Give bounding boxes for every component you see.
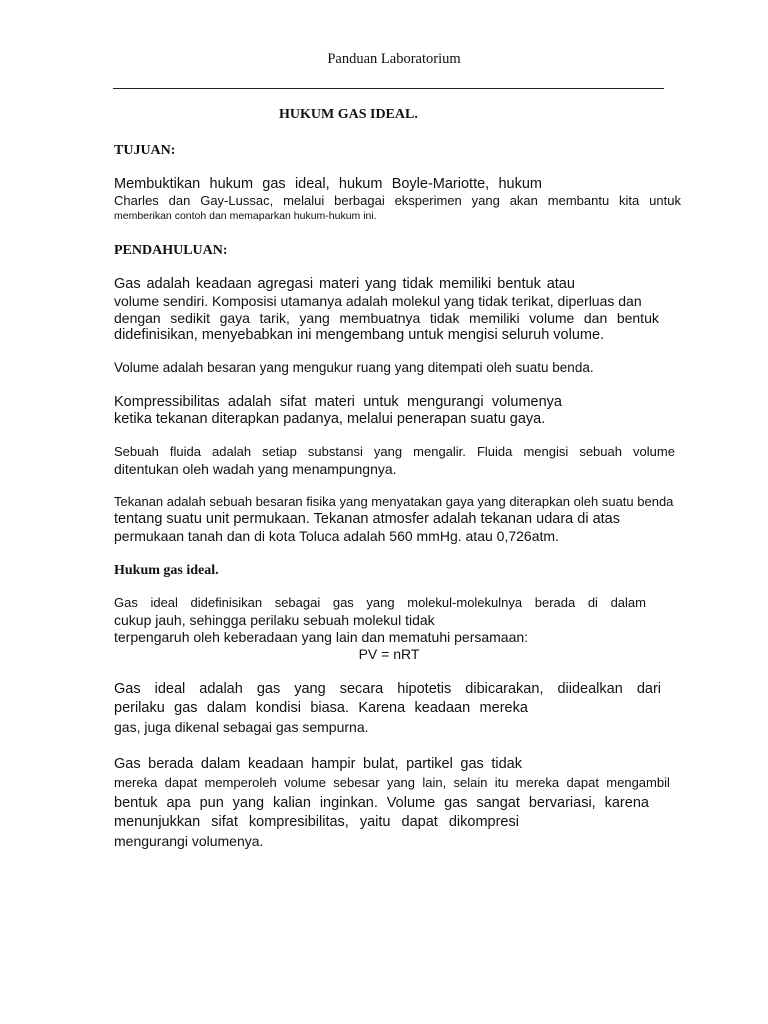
word: gas [444, 795, 468, 811]
word: dalam [200, 756, 241, 772]
word: kompresibilitas, [248, 814, 349, 830]
word: Sebuah [114, 444, 159, 459]
word: biasa. [310, 700, 350, 716]
word: pun [199, 795, 224, 811]
word: adalah [212, 444, 252, 459]
running-header: Panduan Laboratorium [327, 51, 461, 67]
equation: PV = nRT [358, 646, 420, 662]
word: gas [460, 756, 484, 772]
text-line: memberikan contoh dan memaparkan hukum-hukum ini. [114, 210, 377, 222]
word: yang [299, 310, 330, 326]
word: memiliki [439, 276, 492, 292]
word: memperoleh [204, 775, 277, 790]
text-line [114, 700, 528, 716]
word: Fluida [476, 444, 513, 459]
heading-tujuan: TUJUAN: [114, 143, 176, 158]
word: kondisi [255, 700, 301, 716]
word: hukum [338, 176, 383, 192]
word: hukum [498, 176, 542, 192]
word: yang [366, 595, 395, 610]
word: Boyle-Mariotte, [391, 176, 490, 192]
text-line [114, 814, 519, 830]
word: karena [604, 795, 649, 811]
word: gas [332, 595, 354, 610]
word: adalah [146, 276, 191, 292]
word: mengurangi [406, 394, 484, 410]
word: bentuk [114, 795, 158, 811]
word: hampir [311, 756, 356, 772]
word: dapat [566, 775, 599, 790]
text-line [114, 193, 681, 208]
heading-hukum-gas-ideal: Hukum gas ideal. [114, 563, 219, 578]
text-line [114, 176, 542, 192]
word: yaitu [359, 814, 391, 830]
word: ideal, [294, 176, 330, 192]
word: yang [373, 444, 403, 459]
word: tidak [491, 756, 522, 772]
word: mereka [114, 775, 158, 790]
word: didefinisikan [190, 595, 263, 610]
word: yang [232, 795, 265, 811]
word: untuk [649, 193, 681, 208]
word: selain [453, 775, 488, 790]
word: berbagai [334, 193, 385, 208]
word: mereka [479, 700, 528, 716]
header-rule [113, 88, 664, 89]
word: kita [619, 193, 640, 208]
word: tidak [402, 276, 434, 292]
word: dibicarakan, [465, 681, 544, 697]
word: di [587, 595, 598, 610]
word: kalian [273, 795, 311, 811]
word: molekul-molekulnya [407, 595, 523, 610]
word: tidak [429, 310, 460, 326]
word: sedikit [170, 310, 210, 326]
word: Gay-Lussac, [200, 193, 274, 208]
text-line [114, 756, 522, 772]
word: untuk [363, 394, 399, 410]
word: gas [262, 176, 286, 192]
word: partikel [406, 756, 453, 772]
text-line: Volume adalah besaran yang mengukur ruang yang ditempati oleh suatu benda. [114, 360, 594, 375]
word: mengambil [606, 775, 670, 790]
word: bentuk [497, 276, 541, 292]
word: sebuah [579, 444, 622, 459]
word: sangat [476, 795, 520, 811]
word: sifat [279, 394, 307, 410]
word: Karena [358, 700, 406, 716]
word: dapat [164, 775, 198, 790]
word: Kompressibilitas [114, 394, 220, 410]
text-line: didefinisikan, menyebabkan ini mengembang untuk mengisi seluruh volume. [114, 327, 605, 343]
word: menunjukkan [114, 814, 201, 830]
text-line: Tekanan adalah sebuah besaran fisika yang menyatakan gaya yang diterapkan oleh suatu benda [114, 494, 674, 509]
word: volume [529, 310, 575, 326]
word: Gas [114, 276, 141, 292]
text-line: permukaan tanah dan di kota Toluca adalah 560 mmHg. atau 0,726atm. [114, 528, 559, 544]
word: eksperimen [394, 193, 462, 208]
word: bentuk [616, 310, 659, 326]
word: gas [174, 700, 198, 716]
text-line [114, 775, 670, 790]
word: hukum [209, 176, 254, 192]
word: volume [633, 444, 675, 459]
text-line: cukup jauh, sehingga perilaku sebuah molekul tidak [114, 612, 435, 628]
word: Volume [386, 795, 436, 811]
word: bervariasi, [528, 795, 596, 811]
word: yang [386, 775, 416, 790]
text-line: volume sendiri. Komposisi utamanya adalah molekul yang tidak terikat, diperluas dan [114, 293, 642, 309]
word: melalui [283, 193, 325, 208]
word: inginkan. [319, 795, 378, 811]
word: yang [294, 681, 326, 697]
word: berada [148, 756, 194, 772]
word: volumenya [491, 394, 562, 410]
word: dalam [206, 700, 247, 716]
text-line [114, 276, 575, 292]
text-line: mengurangi volumenya. [114, 833, 264, 849]
text-line: tentang suatu unit permukaan. Tekanan atmosfer adalah tekanan udara di atas [114, 511, 620, 527]
text-line: ketika tekanan diterapkan padanya, melalui penerapan suatu gaya. [114, 411, 546, 427]
text-line [114, 681, 661, 697]
word: materi [318, 276, 360, 292]
text-line [114, 444, 675, 459]
word: keadaan [247, 756, 304, 772]
word: dalam [610, 595, 646, 610]
word: berada [534, 595, 576, 610]
heading-pendahuluan: PENDAHULUAN: [114, 243, 228, 258]
word: yang [365, 276, 397, 292]
word: Gas [114, 681, 141, 697]
word: bulat, [363, 756, 399, 772]
word: perilaku [114, 700, 165, 716]
word: Charles [114, 193, 159, 208]
word: adalah [199, 681, 243, 697]
word: dari [636, 681, 661, 697]
word: mereka [515, 775, 560, 790]
word: hipotetis [397, 681, 452, 697]
word: secara [339, 681, 384, 697]
word: adalah [227, 394, 272, 410]
word: membuatnya [339, 310, 421, 326]
word: dapat [401, 814, 438, 830]
word: volume [284, 775, 326, 790]
word: ideal [150, 595, 178, 610]
word: yang [471, 193, 500, 208]
word: keadaan [195, 276, 252, 292]
word: dikompresi [448, 814, 519, 830]
word: atau [546, 276, 575, 292]
word: gaya [219, 310, 250, 326]
word: gas [256, 681, 281, 697]
word: Membuktikan [114, 176, 201, 192]
word: ideal [154, 681, 186, 697]
word: itu [494, 775, 509, 790]
word: tarik, [259, 310, 290, 326]
text-line: gas, juga dikenal sebagai gas sempurna. [114, 719, 369, 735]
word: mengisi [523, 444, 569, 459]
word: dan [168, 193, 191, 208]
text-line: ditentukan oleh wadah yang menampungnya. [114, 461, 397, 477]
word: apa [166, 795, 191, 811]
word: memiliki [469, 310, 520, 326]
word: keadaan [414, 700, 471, 716]
word: Gas [114, 595, 138, 610]
word: agregasi [257, 276, 314, 292]
word: dengan [114, 310, 161, 326]
word: akan [509, 193, 538, 208]
text-line [114, 795, 649, 811]
word: sebesar [333, 775, 380, 790]
word: substansi [307, 444, 363, 459]
word: diidealkan [557, 681, 623, 697]
word: sebagai [274, 595, 321, 610]
word: dan [583, 310, 608, 326]
text-line [114, 310, 659, 326]
word: Gas [114, 756, 141, 772]
word: mengalir. [413, 444, 466, 459]
document-title: HUKUM GAS IDEAL. [279, 107, 418, 122]
text-line [114, 595, 646, 610]
text-line: terpengaruh oleh keberadaan yang lain dan mematuhi persamaan: [114, 629, 529, 645]
word: membantu [547, 193, 610, 208]
word: setiap [262, 444, 297, 459]
word: sifat [211, 814, 238, 830]
text-line [114, 394, 562, 410]
word: lain, [422, 775, 447, 790]
word: materi [314, 394, 355, 410]
word: fluida [169, 444, 201, 459]
